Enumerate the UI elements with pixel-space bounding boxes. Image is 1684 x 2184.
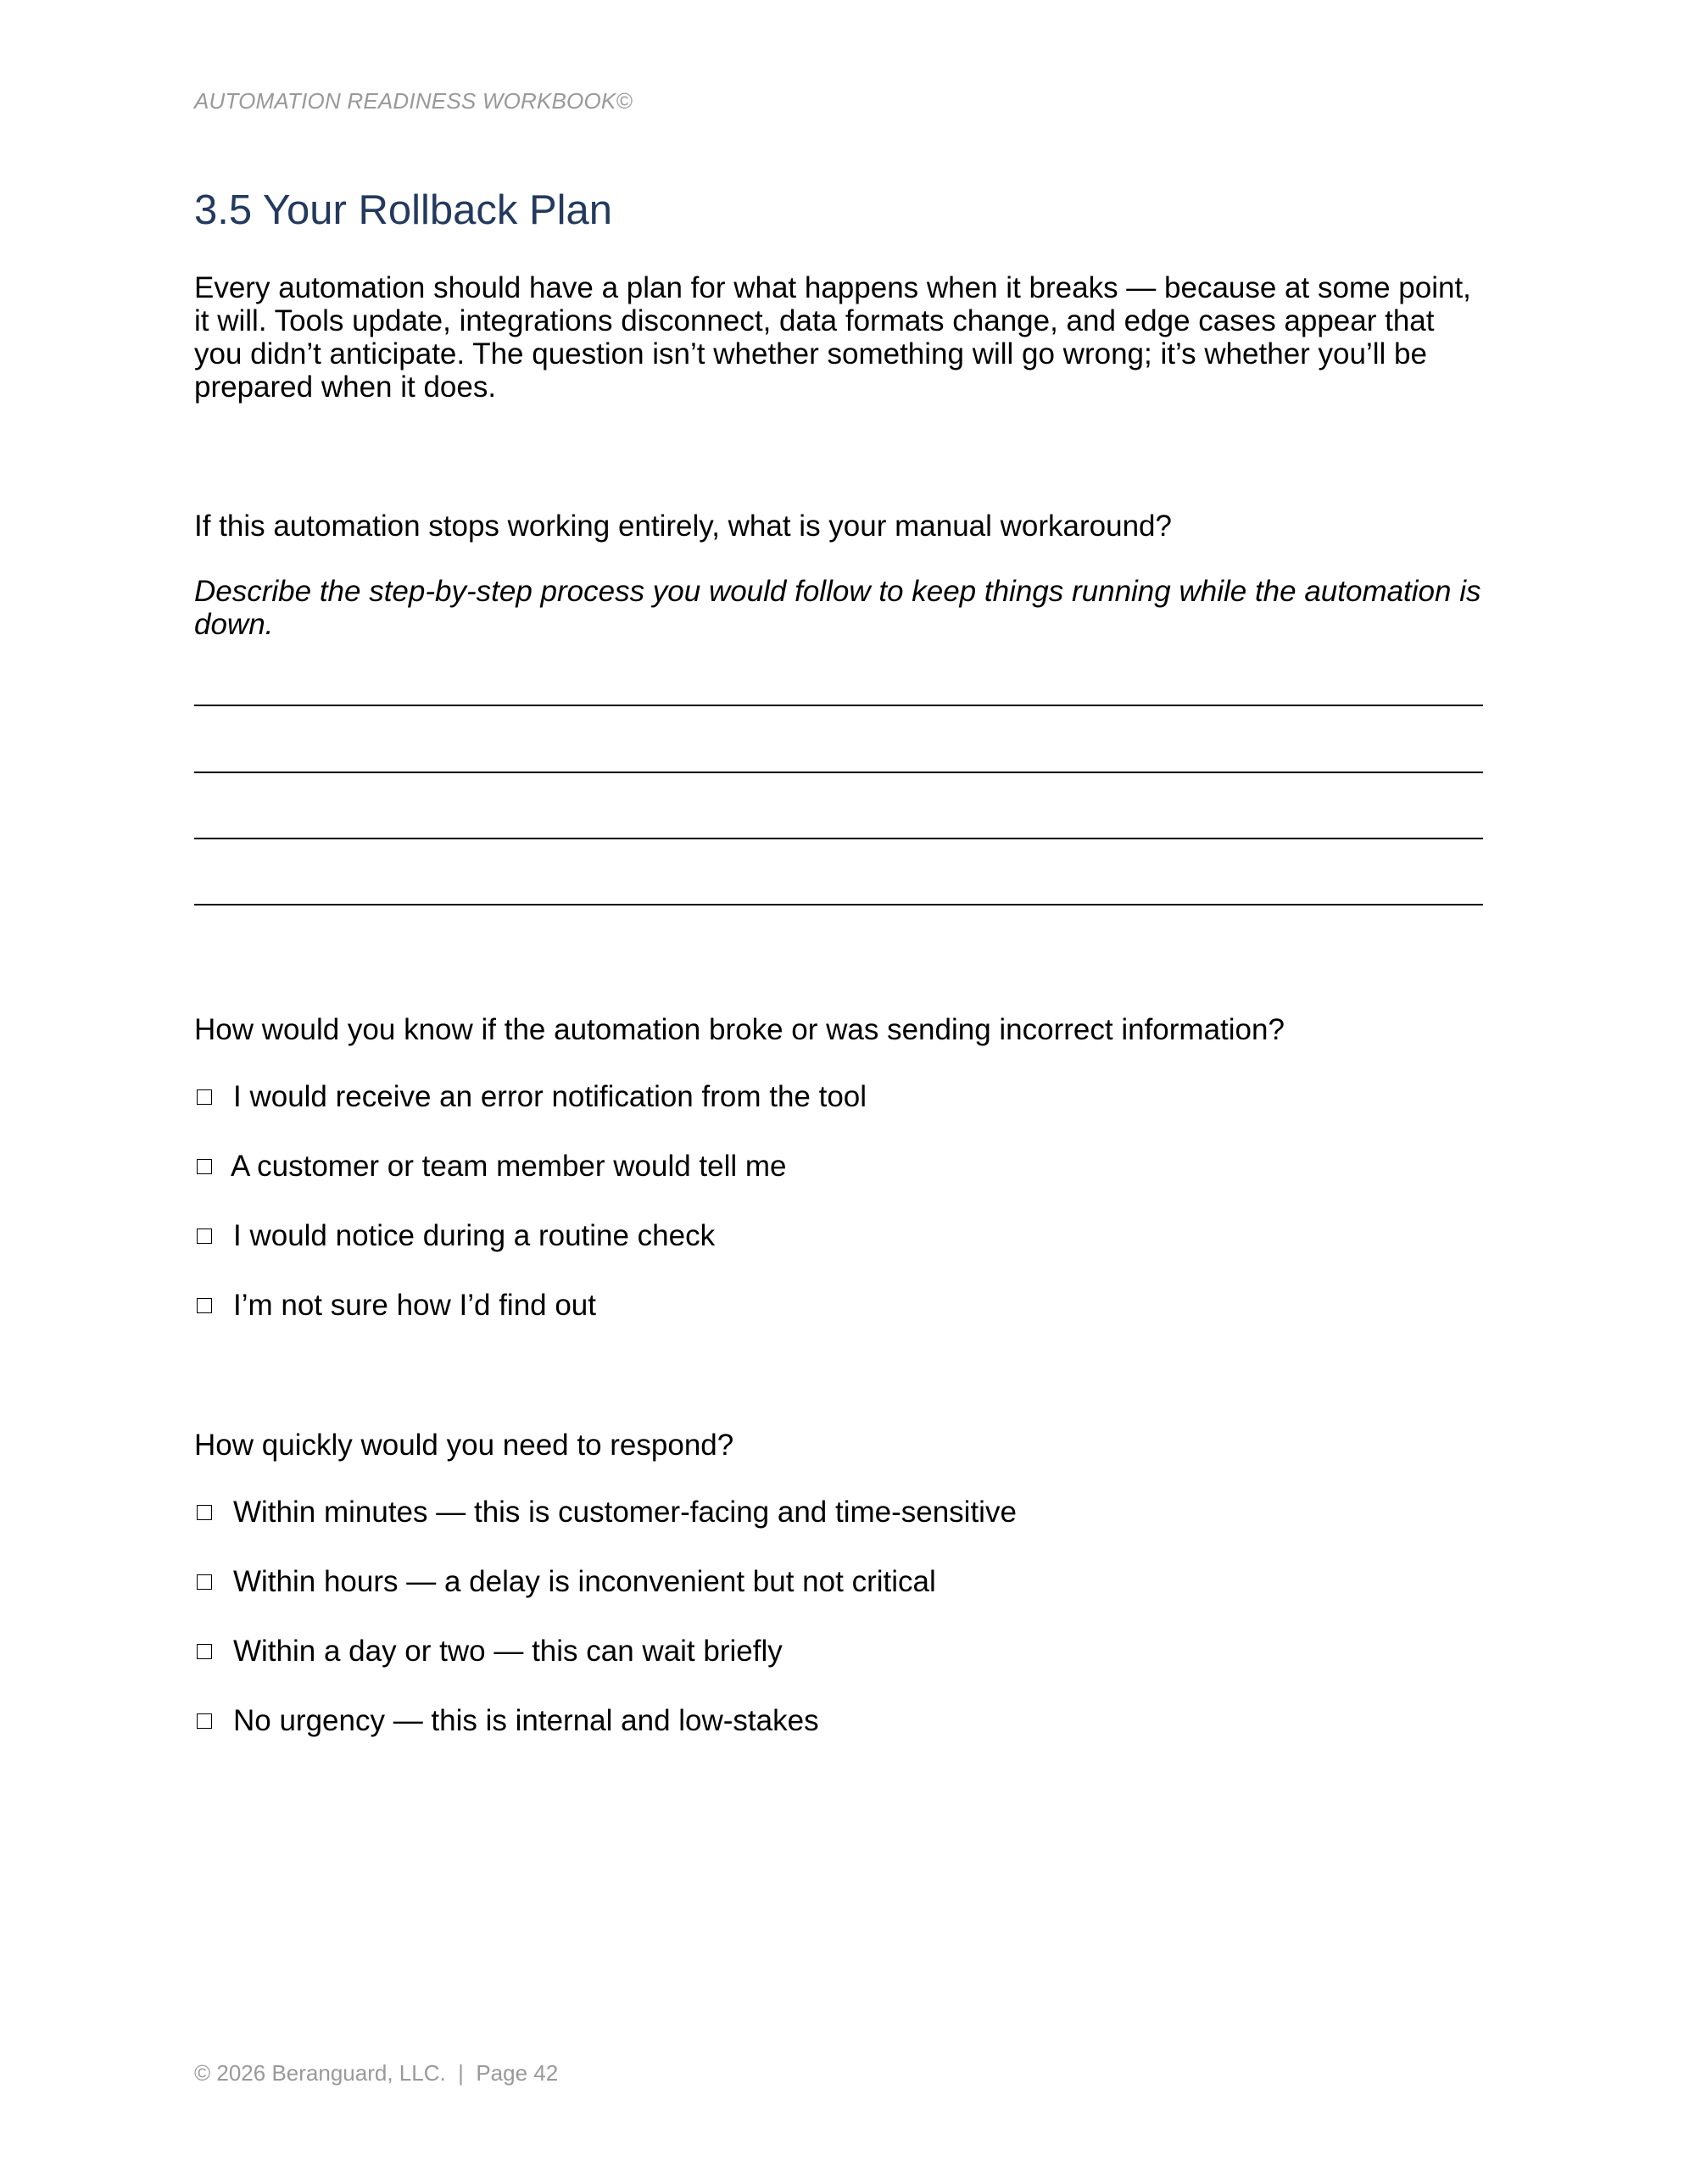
option-no-urgency[interactable]: [194, 1704, 819, 1737]
option-within-minutes[interactable]: [194, 1496, 1017, 1529]
option-label: Within minutes — this is customer-facing and time-sensitive: [233, 1496, 1017, 1529]
checkbox-icon[interactable]: [197, 1228, 212, 1244]
option-label: I’m not sure how I’d find out: [233, 1289, 596, 1322]
option-not-sure[interactable]: [194, 1289, 596, 1322]
answer-line-2[interactable]: [194, 772, 1483, 773]
option-someone-tells-me[interactable]: [194, 1150, 787, 1183]
option-label: Within a day or two — this can wait briefly: [233, 1635, 783, 1668]
option-label: I would receive an error notification from the tool: [233, 1080, 867, 1113]
intro-paragraph: Every automation should have a plan for what happens when it breaks — because at some point, it will. Tools update, integrations disconnect, data formats change, and edge cases appear that you didn’t anticipate. The question isn’t whether something will go wrong; it’s whether you’ll be prepared when it does.: [194, 271, 1471, 404]
checkbox-icon[interactable]: [197, 1298, 212, 1313]
option-label: No urgency — this is internal and low-stakes: [233, 1704, 819, 1737]
checkbox-icon[interactable]: [197, 1505, 212, 1520]
option-within-days[interactable]: [194, 1635, 783, 1668]
checkbox-icon[interactable]: [197, 1159, 212, 1174]
running-header: AUTOMATION READINESS WORKBOOK©: [194, 88, 633, 114]
option-label: I would notice during a routine check: [233, 1219, 716, 1252]
option-routine-check[interactable]: [194, 1219, 715, 1252]
checkbox-icon[interactable]: [197, 1089, 212, 1105]
option-label: Within hours — a delay is inconvenient but not critical: [233, 1565, 936, 1598]
workbook-page: [194, 0, 1487, 2184]
question-detection: How would you know if the automation broke or was sending incorrect information?: [194, 1013, 1285, 1046]
answer-line-3[interactable]: [194, 838, 1483, 839]
section-title: 3.5 Your Rollback Plan: [194, 187, 613, 233]
option-within-hours[interactable]: [194, 1565, 936, 1598]
question-manual-workaround-hint: Describe the step-by-step process you would follow to keep things running while the automation is down.: [194, 575, 1481, 641]
option-error-notification[interactable]: [194, 1080, 867, 1113]
answer-line-1[interactable]: [194, 705, 1483, 706]
option-label: A customer or team member would tell me: [231, 1150, 787, 1183]
question-manual-workaround: If this automation stops working entirely, what is your manual workaround?: [194, 510, 1172, 543]
checkbox-icon[interactable]: [197, 1713, 212, 1729]
answer-line-4[interactable]: [194, 904, 1483, 905]
checkbox-icon[interactable]: [197, 1574, 212, 1590]
checkbox-icon[interactable]: [197, 1644, 212, 1659]
question-response-time: How quickly would you need to respond?: [194, 1429, 734, 1462]
page-footer: © 2026 Beranguard, LLC. | Page 42: [194, 2060, 559, 2086]
